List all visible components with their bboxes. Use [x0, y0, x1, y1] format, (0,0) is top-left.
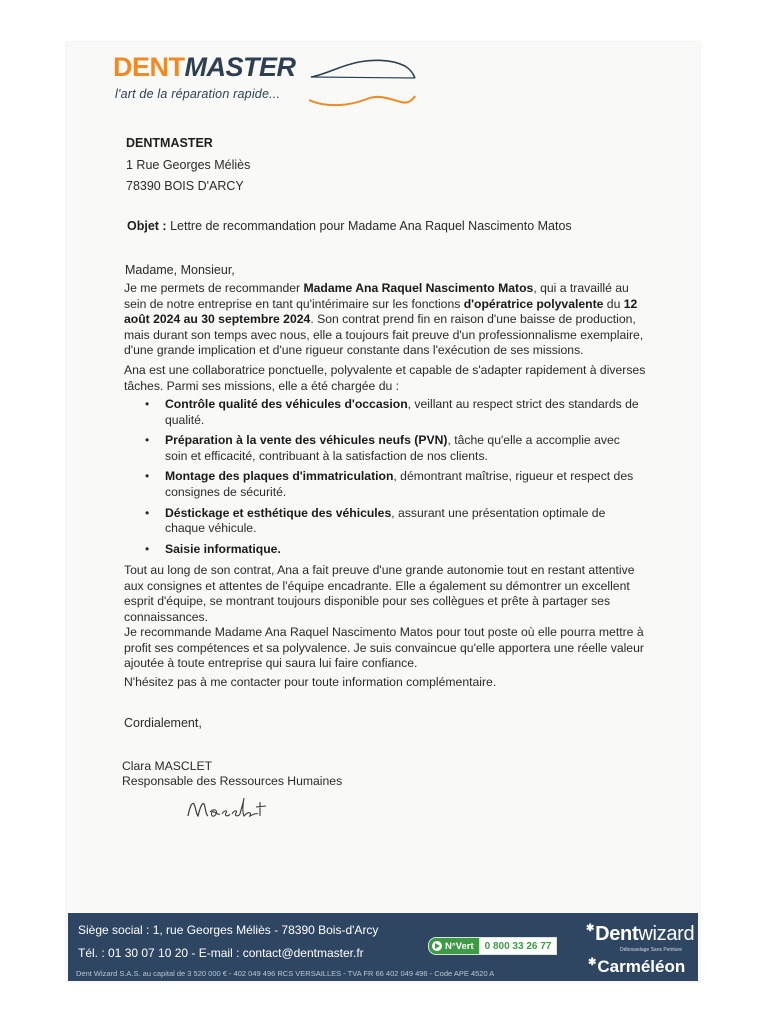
p1-candidate-name: Madame Ana Raquel Nascimento Matos	[303, 281, 534, 295]
mission-detail: , démontrant maîtrise, rigueur et respect des consignes de sécurité.	[165, 469, 634, 499]
carmeleon-logo	[588, 957, 685, 977]
subject-label: Objet :	[127, 219, 167, 233]
bullet-mark: •	[145, 505, 150, 520]
logo-tagline: l'art de la réparation rapide...	[115, 87, 281, 101]
list-item	[142, 469, 642, 500]
letter-subject	[127, 219, 572, 233]
company-street: 1 Rue Georges Méliès	[126, 158, 251, 172]
dentwizard-logo	[586, 923, 694, 946]
closing: Cordialement,	[124, 716, 202, 730]
paragraph-recommendation: Je recommande Madame Ana Raquel Nascimento Matos pour tout poste où elle pourra mettre à profit ses compétences et sa polyvalence. Je suis convaincue qu'elle apportera une réelle valeur ajoutée à toute entreprise qui saura lui faire confiance.	[124, 625, 644, 671]
salutation: Madame, Monsieur,	[125, 263, 235, 277]
signer-name: Clara MASCLET	[122, 759, 213, 773]
paragraph-contact: N'hésitez pas à me contacter pour toute information complémentaire.	[124, 675, 497, 689]
list-item	[142, 433, 642, 464]
numero-vert-label: N°Vert	[445, 940, 474, 952]
bullet-mark: •	[145, 469, 150, 484]
footer-legal: Dent Wizard S.A.S. au capital de 3 520 000 € - 402 049 496 RCS VERSAILLES - TVA FR 66 402 049 496 - Code APE 4520 A	[76, 969, 495, 978]
mission-title: Préparation à la vente des véhicules neufs (PVN)	[165, 433, 448, 448]
missions-list	[142, 397, 642, 562]
numero-vert-badge	[428, 937, 480, 955]
mission-detail: , assurant une présentation optimale de chaque véhicule.	[165, 505, 606, 536]
footer-banner	[68, 913, 698, 981]
paragraph-autonomy: Tout au long de son contrat, Ana a fait preuve d'une grande autonomie tout en restant attentive aux consignes et attentes de l'équipe encadrante. Elle a également su démontrer un excellent esprit d'équipe, se montrant toujours disponible pour ses collègues et prête à partager ses connaissances.	[124, 563, 635, 624]
p1-job-title: d'opératrice polyvalente	[463, 296, 604, 311]
p1-text-e: du	[603, 296, 624, 311]
dentwizard-tagline: Débosselage Sans Peinture	[620, 947, 682, 953]
mission-title: Déstickage et esthétique des véhicules	[165, 505, 392, 520]
company-name: DENTMASTER	[126, 136, 213, 150]
mission-detail: , tâche qu'elle a accomplie avec soin et efficacité, contribuant à la satisfaction de nos clients.	[165, 433, 620, 463]
mission-title: Montage des plaques d'immatriculation	[165, 469, 394, 484]
numero-vert[interactable]	[428, 938, 557, 954]
play-arrow-icon	[432, 941, 442, 951]
p1-text-g: . Son contrat prend fin en raison d'une baisse de production, mais durant son temps avec nous, elle a toujours fait preuve d'un professionnalisme exemplaire, d'une grande implication et d'une rigueur constante dans l'exécution de ses missions.	[124, 312, 644, 358]
p1-text-c: , qui a travaillé au sein de notre entreprise en tant qu'intérimaire sur les fonctions	[124, 281, 629, 311]
bullet-mark: •	[145, 397, 150, 411]
dentwizard-bold: Dent	[595, 923, 639, 945]
star-icon: ✱	[588, 957, 597, 968]
dentwizard-thin: wizard	[638, 923, 695, 945]
mission-detail: , veillant au respect strict des standards de qualité.	[165, 397, 639, 427]
list-item	[142, 397, 642, 428]
bullet-mark: •	[145, 541, 150, 556]
bullet-mark: •	[145, 433, 150, 448]
footer-contact: Tél. : 01 30 07 10 20 - E-mail : contact@dentmaster.fr	[78, 946, 364, 960]
list-item	[142, 542, 642, 558]
p1-dates: 12 août 2024 au 30 septembre 2024	[124, 296, 638, 327]
signer-title: Responsable des Ressources Humaines	[122, 774, 343, 788]
logo-wordmark	[113, 52, 296, 83]
mission-title: Contrôle qualité des véhicules d'occasion	[165, 397, 408, 411]
subject-text: Lettre de recommandation pour Madame Ana Raquel Nascimento Matos	[166, 219, 572, 233]
paragraph-intro	[124, 281, 646, 359]
footer-address: Siège social : 1, rue Georges Méliès - 78390 Bois-d'Arcy	[78, 923, 379, 937]
star-icon: ✱	[586, 923, 595, 934]
carmeleon-name: Carméléon	[597, 957, 686, 976]
p1-text-a: Je me permets de recommander	[124, 281, 304, 295]
numero-vert-number: 0 800 33 26 77	[480, 937, 558, 955]
mission-title: Saisie informatique.	[165, 541, 281, 556]
paragraph-missions-intro: Ana est une collaboratrice ponctuelle, polyvalente et capable de s'adapter rapidement à diverses tâches. Parmi ses missions, elle a été chargée du :	[124, 363, 646, 393]
list-item	[142, 506, 642, 537]
logo-master: MASTER	[184, 52, 296, 82]
dentmaster-logo	[113, 52, 433, 112]
handwritten-signature	[184, 794, 274, 826]
company-city: 78390 BOIS D'ARCY	[126, 179, 244, 193]
logo-dent: DENT	[113, 52, 185, 82]
car-silhouette-icon	[309, 52, 419, 110]
